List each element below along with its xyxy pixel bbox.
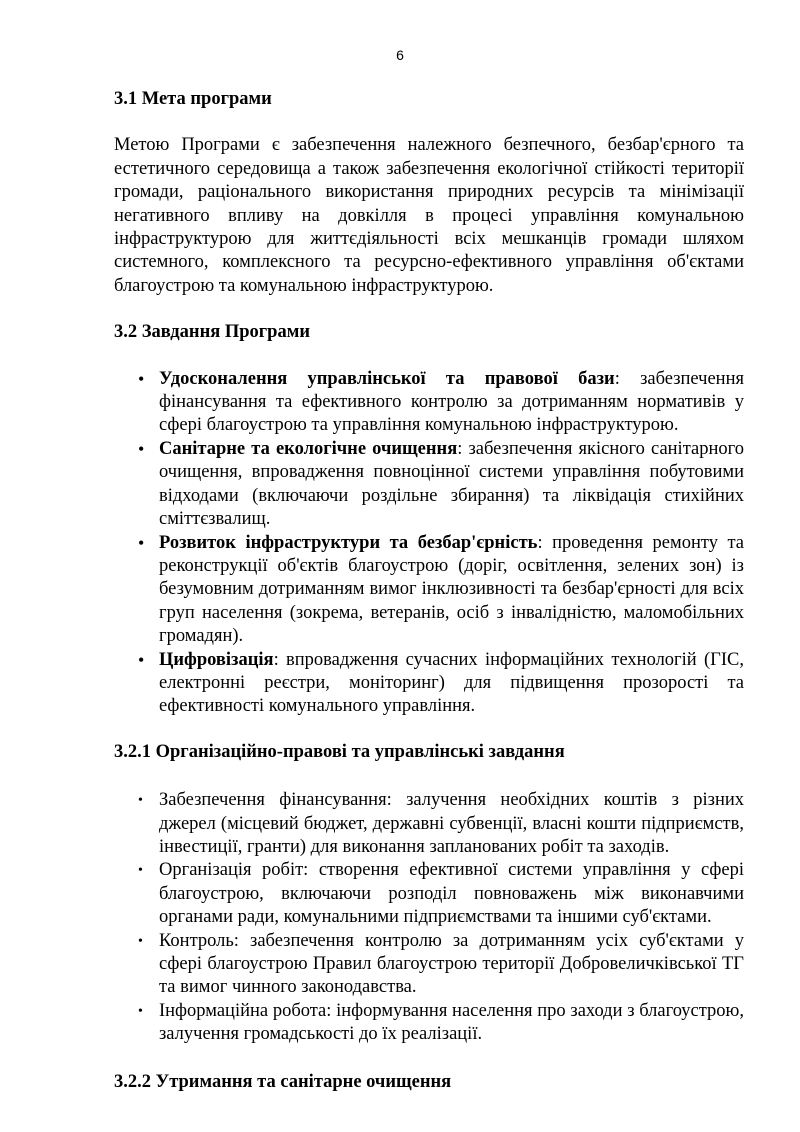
list-item-text: : забезпечення якісного санітарного очищення, впровадження повноцінної системи управління побутовими відходами (включаючи роздільне збирання) та ліквідація стихійних сміттєзвалищ. bbox=[159, 438, 744, 530]
list-item bbox=[114, 649, 744, 719]
bullet-icon: • bbox=[138, 1003, 143, 1019]
list-item bbox=[114, 532, 744, 649]
list-item-text: : забезпечення фінансування та ефективного контролю за дотриманням нормативів у сфері благоустрою та управління комунальною інфраструктурою. bbox=[159, 368, 744, 436]
list-item-text: : проведення ремонту та реконструкції об'єктів благоустрою (доріг, освітлення, зелених зон) із безумовним дотриманням вимог інклюзивності та безбар'єрності для всіх груп населення (зокрема, ветеранів, осіб з інвалідністю, маломобільних громадян). bbox=[159, 532, 744, 647]
list-item-bold: Санітарне та екологічне очищення bbox=[159, 438, 458, 459]
section-heading-3-2-2: 3.2.2 Утримання та санітарне очищення bbox=[114, 1071, 452, 1092]
bullet-icon: • bbox=[138, 649, 145, 670]
list-item bbox=[114, 859, 744, 929]
list-item bbox=[114, 930, 744, 1000]
list-item bbox=[114, 368, 744, 438]
tasks-list bbox=[114, 368, 744, 719]
section-heading-3-1: 3.1 Мета програми bbox=[114, 89, 272, 109]
section-heading-3-2-1: 3.2.1 Організаційно-правові та управлінські завдання bbox=[114, 741, 565, 762]
bullet-icon: • bbox=[138, 793, 143, 809]
bullet-icon: • bbox=[138, 933, 143, 949]
section-heading-3-2: 3.2 Завдання Програми bbox=[114, 322, 310, 343]
list-item-bold: Цифровізація bbox=[159, 649, 274, 670]
list-item-text: Інформаційна робота: інформування населення про заходи з благоустрою, залучення громадськості до їх реалізації. bbox=[159, 1000, 744, 1045]
list-item-bold: Удосконалення управлінської та правової бази bbox=[159, 368, 615, 389]
bullet-icon: • bbox=[138, 863, 143, 879]
list-item-text: Забезпечення фінансування: залучення необхідних коштів з різних джерел (місцевий бюджет, державні субвенції, власні кошти підприємств, інвестиції, гранти) для виконання запланованих робіт та заходів. bbox=[159, 790, 744, 857]
bullet-icon: • bbox=[138, 438, 145, 459]
list-item-bold: Розвиток інфраструктури та безбар'єрність bbox=[159, 532, 538, 553]
list-item-text: Контроль: забезпечення контролю за дотриманням усіх суб'єктами у сфері благоустрою Правил благоустрою території Добровеличківської ТГ та вимог чинного законодавства. bbox=[159, 930, 744, 998]
page-number: 6 bbox=[396, 47, 404, 63]
document-body bbox=[114, 88, 744, 1094]
list-item bbox=[114, 438, 744, 532]
bullet-icon: • bbox=[138, 532, 145, 553]
list-item-text: : впровадження сучасних інформаційних технологій (ГІС, електронні реєстри, моніторинг) для підвищення прозорості та ефективності комунального управління. bbox=[159, 649, 744, 717]
list-item-text: Організація робіт: створення ефективної системи управління у сфері благоустрою, включаючи розподіл повноважень між виконавчими органами ради, комунальними підприємствами та іншими суб'єктами. bbox=[159, 860, 744, 928]
bullet-icon: • bbox=[138, 368, 145, 389]
list-item bbox=[114, 1000, 744, 1047]
organizational-tasks-list bbox=[114, 789, 744, 1046]
list-item bbox=[114, 789, 744, 859]
section-3-1-paragraph: Метою Програми є забезпечення належного безпечного, безбар'єрного та естетичного середовища а також забезпечення екологічної стійкості території громади, раціонального використання природних ресурсів та мінімізації негативного впливу на довкілля в процесі управління комунальною інфраструктурою для життєдіяльності всіх мешканців громади шляхом системного, комплексного та ресурсно-ефективного управління об'єктами благоустрою та комунальною інфраструктурою. bbox=[114, 135, 744, 296]
